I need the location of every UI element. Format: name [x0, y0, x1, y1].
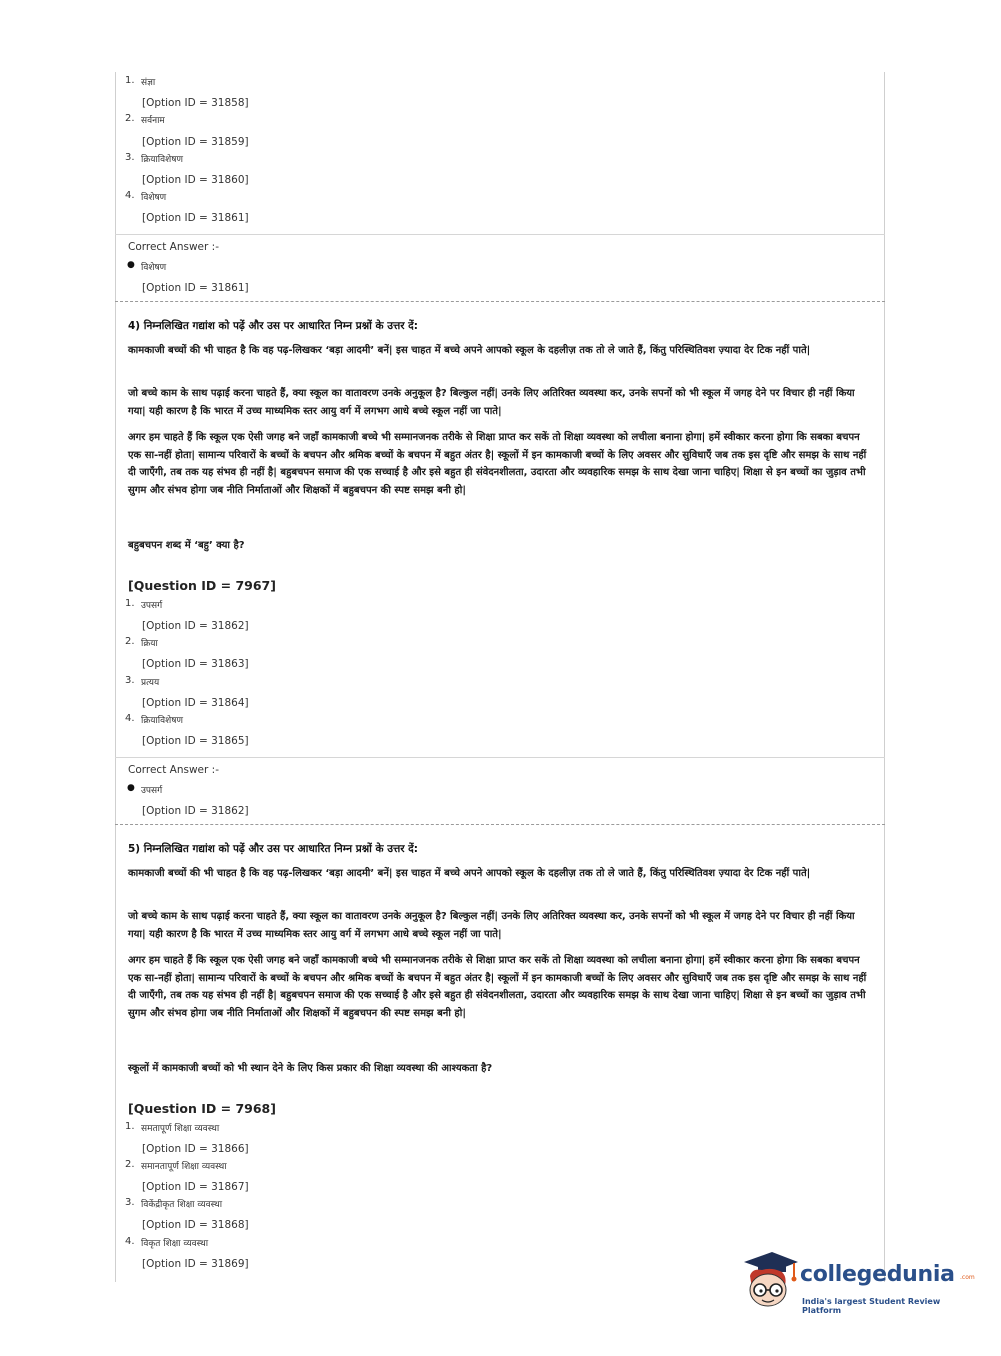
- option-number: 2.: [125, 636, 135, 647]
- correct-option-id: [Option ID = 31861]: [142, 282, 249, 294]
- passage-paragraph: जो बच्चे काम के साथ पढ़ाई करना चाहते हैं, क्या स्कूल का वातावरण उनके अनुकूल है? बिल्कुल नहीं| उनके लिए अतिरिक्त व्यवस्था कर, उनके सपनों को भी स्कूल में जगह देने पर विचार ही नहीं किया गया| यही कारण है कि भारत में उच्च माध्यमिक स्तर आयु वर्ग में लगभग आधे बच्चे स्कूल नहीं जा पाते|: [128, 911, 855, 940]
- bullet-icon: ●: [127, 260, 135, 270]
- option-id: [Option ID = 31862]: [142, 620, 249, 632]
- divider: [115, 757, 885, 758]
- left-border: [115, 72, 116, 1282]
- option-label: सर्वनाम: [141, 116, 165, 126]
- option-id: [Option ID = 31869]: [142, 1258, 249, 1270]
- option-label: क्रिया: [141, 639, 158, 649]
- option-id: [Option ID = 31867]: [142, 1181, 249, 1193]
- option-id: [Option ID = 31861]: [142, 212, 249, 224]
- option-number: 4.: [125, 713, 135, 724]
- option-label: विकेंद्रीकृत शिक्षा व्यवस्था: [141, 1200, 223, 1210]
- passage-paragraph: कामकाजी बच्चों की भी चाहत है कि वह पढ़-लिखकर ‘बड़ा आदमी’ बनें| इस चाहत में बच्चे अपने आपको स्कूल के दहलीज़ तक तो ले जाते हैं, किंतु परिस्थितिवश ज़्यादा देर टिक नहीं पाते|: [128, 868, 811, 879]
- collegedunia-logo: [738, 1248, 978, 1318]
- correct-answer-text: उपसर्ग: [141, 786, 163, 796]
- correct-answer-label: Correct Answer :-: [128, 764, 219, 776]
- logo-suffix: .com: [960, 1274, 975, 1281]
- question-text: स्कूलों में कामकाजी बच्चों को भी स्थान देने के लिए किस प्रकार की शिक्षा व्यवस्था की आश्यकता है?: [128, 1063, 493, 1074]
- option-id: [Option ID = 31865]: [142, 735, 249, 747]
- option-number: 3.: [125, 675, 135, 686]
- passage-paragraph: जो बच्चे काम के साथ पढ़ाई करना चाहते हैं, क्या स्कूल का वातावरण उनके अनुकूल है? बिल्कुल नहीं| उनके लिए अतिरिक्त व्यवस्था कर, उनके सपनों को भी स्कूल में जगह देने पर विचार ही नहीं किया गया| यही कारण है कि भारत में उच्च माध्यमिक स्तर आयु वर्ग में लगभग आधे बच्चे स्कूल नहीं जा पाते|: [128, 388, 855, 417]
- option-id: [Option ID = 31866]: [142, 1143, 249, 1155]
- option-id: [Option ID = 31860]: [142, 174, 249, 186]
- question-id: [Question ID = 7967]: [128, 578, 276, 593]
- option-number: 3.: [125, 1197, 135, 1208]
- option-label: प्रत्यय: [141, 678, 160, 688]
- option-id: [Option ID = 31859]: [142, 136, 249, 148]
- option-number: 4.: [125, 190, 135, 201]
- correct-answer-label: Correct Answer :-: [128, 241, 219, 253]
- correct-option-id: [Option ID = 31862]: [142, 805, 249, 817]
- option-label: विशेषण: [141, 193, 167, 203]
- option-number: 4.: [125, 1236, 135, 1247]
- question-separator: [115, 301, 885, 302]
- option-id: [Option ID = 31864]: [142, 697, 249, 709]
- option-label: उपसर्ग: [141, 601, 163, 611]
- question-text: बहुबचपन शब्द में ‘बहु’ क्या है?: [128, 540, 245, 551]
- option-label: विकृत शिक्षा व्यवस्था: [141, 1239, 209, 1249]
- right-border: [884, 72, 885, 1282]
- passage-paragraph: अगर हम चाहते हैं कि स्कूल एक ऐसी जगह बने जहाँ कामकाजी बच्चे भी सम्मानजनक तरीके से शिक्षा प्राप्त कर सकें तो शिक्षा व्यवस्था को लचीला बनाना होगा| हमें स्वीकार करना होगा कि सबका बचपन एक सा-नहीं होता| सामान्य परिवारों के बच्चों के बचपन और श्रमिक बच्चों के बचपन में बहुत अंतर है| स्कूलों में इन कामकाजी बच्चों के लिए अवसर और सुविधाएँ जब तक इस दृष्टि और समझ के साथ नहीं दी जाएँगी, तब तक यह संभव ही नहीं है| बहुबचपन समाज की एक सच्चाई है और इसे बहुत ही संवेदनशीलता, उदारता और व्यवहारिक समझ के साथ देखा जाना चाहिए| शिक्षा से इन बच्चों का जुड़ाव तभी सुगम और संभव होगा जब नीति निर्माताओं और शिक्षकों में बहुबचपन की स्पष्ट समझ बनी हो|: [128, 432, 867, 496]
- correct-answer-text: विशेषण: [141, 263, 167, 273]
- option-label: संज्ञा: [141, 78, 156, 88]
- option-id: [Option ID = 31868]: [142, 1219, 249, 1231]
- question-heading: 4) निम्नलिखित गद्यांश को पढ़ें और उस पर आधारित निम्न प्रश्नों के उत्तर दें:: [128, 320, 418, 332]
- option-number: 1.: [125, 75, 135, 86]
- question-heading: 5) निम्नलिखित गद्यांश को पढ़ें और उस पर आधारित निम्न प्रश्नों के उत्तर दें:: [128, 843, 418, 855]
- passage-paragraph: कामकाजी बच्चों की भी चाहत है कि वह पढ़-लिखकर ‘बड़ा आदमी’ बनें| इस चाहत में बच्चे अपने आपको स्कूल के दहलीज़ तक तो ले जाते हैं, किंतु परिस्थितिवश ज़्यादा देर टिक नहीं पाते|: [128, 345, 811, 356]
- logo-tagline: India's largest Student Review Platform: [802, 1297, 941, 1315]
- option-number: 1.: [125, 598, 135, 609]
- mascot-icon: [738, 1248, 800, 1314]
- option-label: समतापूर्ण शिक्षा व्यवस्था: [141, 1124, 220, 1134]
- option-number: 2.: [125, 113, 135, 124]
- option-label: क्रियाविशेषण: [141, 716, 183, 726]
- option-label: समानतापूर्ण शिक्षा व्यवस्था: [141, 1162, 227, 1172]
- option-id: [Option ID = 31863]: [142, 658, 249, 670]
- option-label: क्रियाविशेषण: [141, 155, 183, 165]
- divider: [115, 234, 885, 235]
- option-id: [Option ID = 31858]: [142, 97, 249, 109]
- logo-wordmark: collegedunia: [800, 1262, 955, 1287]
- option-number: 2.: [125, 1159, 135, 1170]
- option-number: 1.: [125, 1121, 135, 1132]
- question-id: [Question ID = 7968]: [128, 1101, 276, 1116]
- bullet-icon: ●: [127, 783, 135, 793]
- option-number: 3.: [125, 152, 135, 163]
- question-separator: [115, 824, 885, 825]
- passage-paragraph: अगर हम चाहते हैं कि स्कूल एक ऐसी जगह बने जहाँ कामकाजी बच्चे भी सम्मानजनक तरीके से शिक्षा प्राप्त कर सकें तो शिक्षा व्यवस्था को लचीला बनाना होगा| हमें स्वीकार करना होगा कि सबका बचपन एक सा-नहीं होता| सामान्य परिवारों के बच्चों के बचपन और श्रमिक बच्चों के बचपन में बहुत अंतर है| स्कूलों में इन कामकाजी बच्चों के लिए अवसर और सुविधाएँ जब तक इस दृष्टि और समझ के साथ नहीं दी जाएँगी, तब तक यह संभव ही नहीं है| बहुबचपन समाज की एक सच्चाई है और इसे बहुत ही संवेदनशीलता, उदारता और व्यवहारिक समझ के साथ देखा जाना चाहिए| शिक्षा से इन बच्चों का जुड़ाव तभी सुगम और संभव होगा जब नीति निर्माताओं और शिक्षकों में बहुबचपन की स्पष्ट समझ बनी हो|: [128, 955, 867, 1019]
